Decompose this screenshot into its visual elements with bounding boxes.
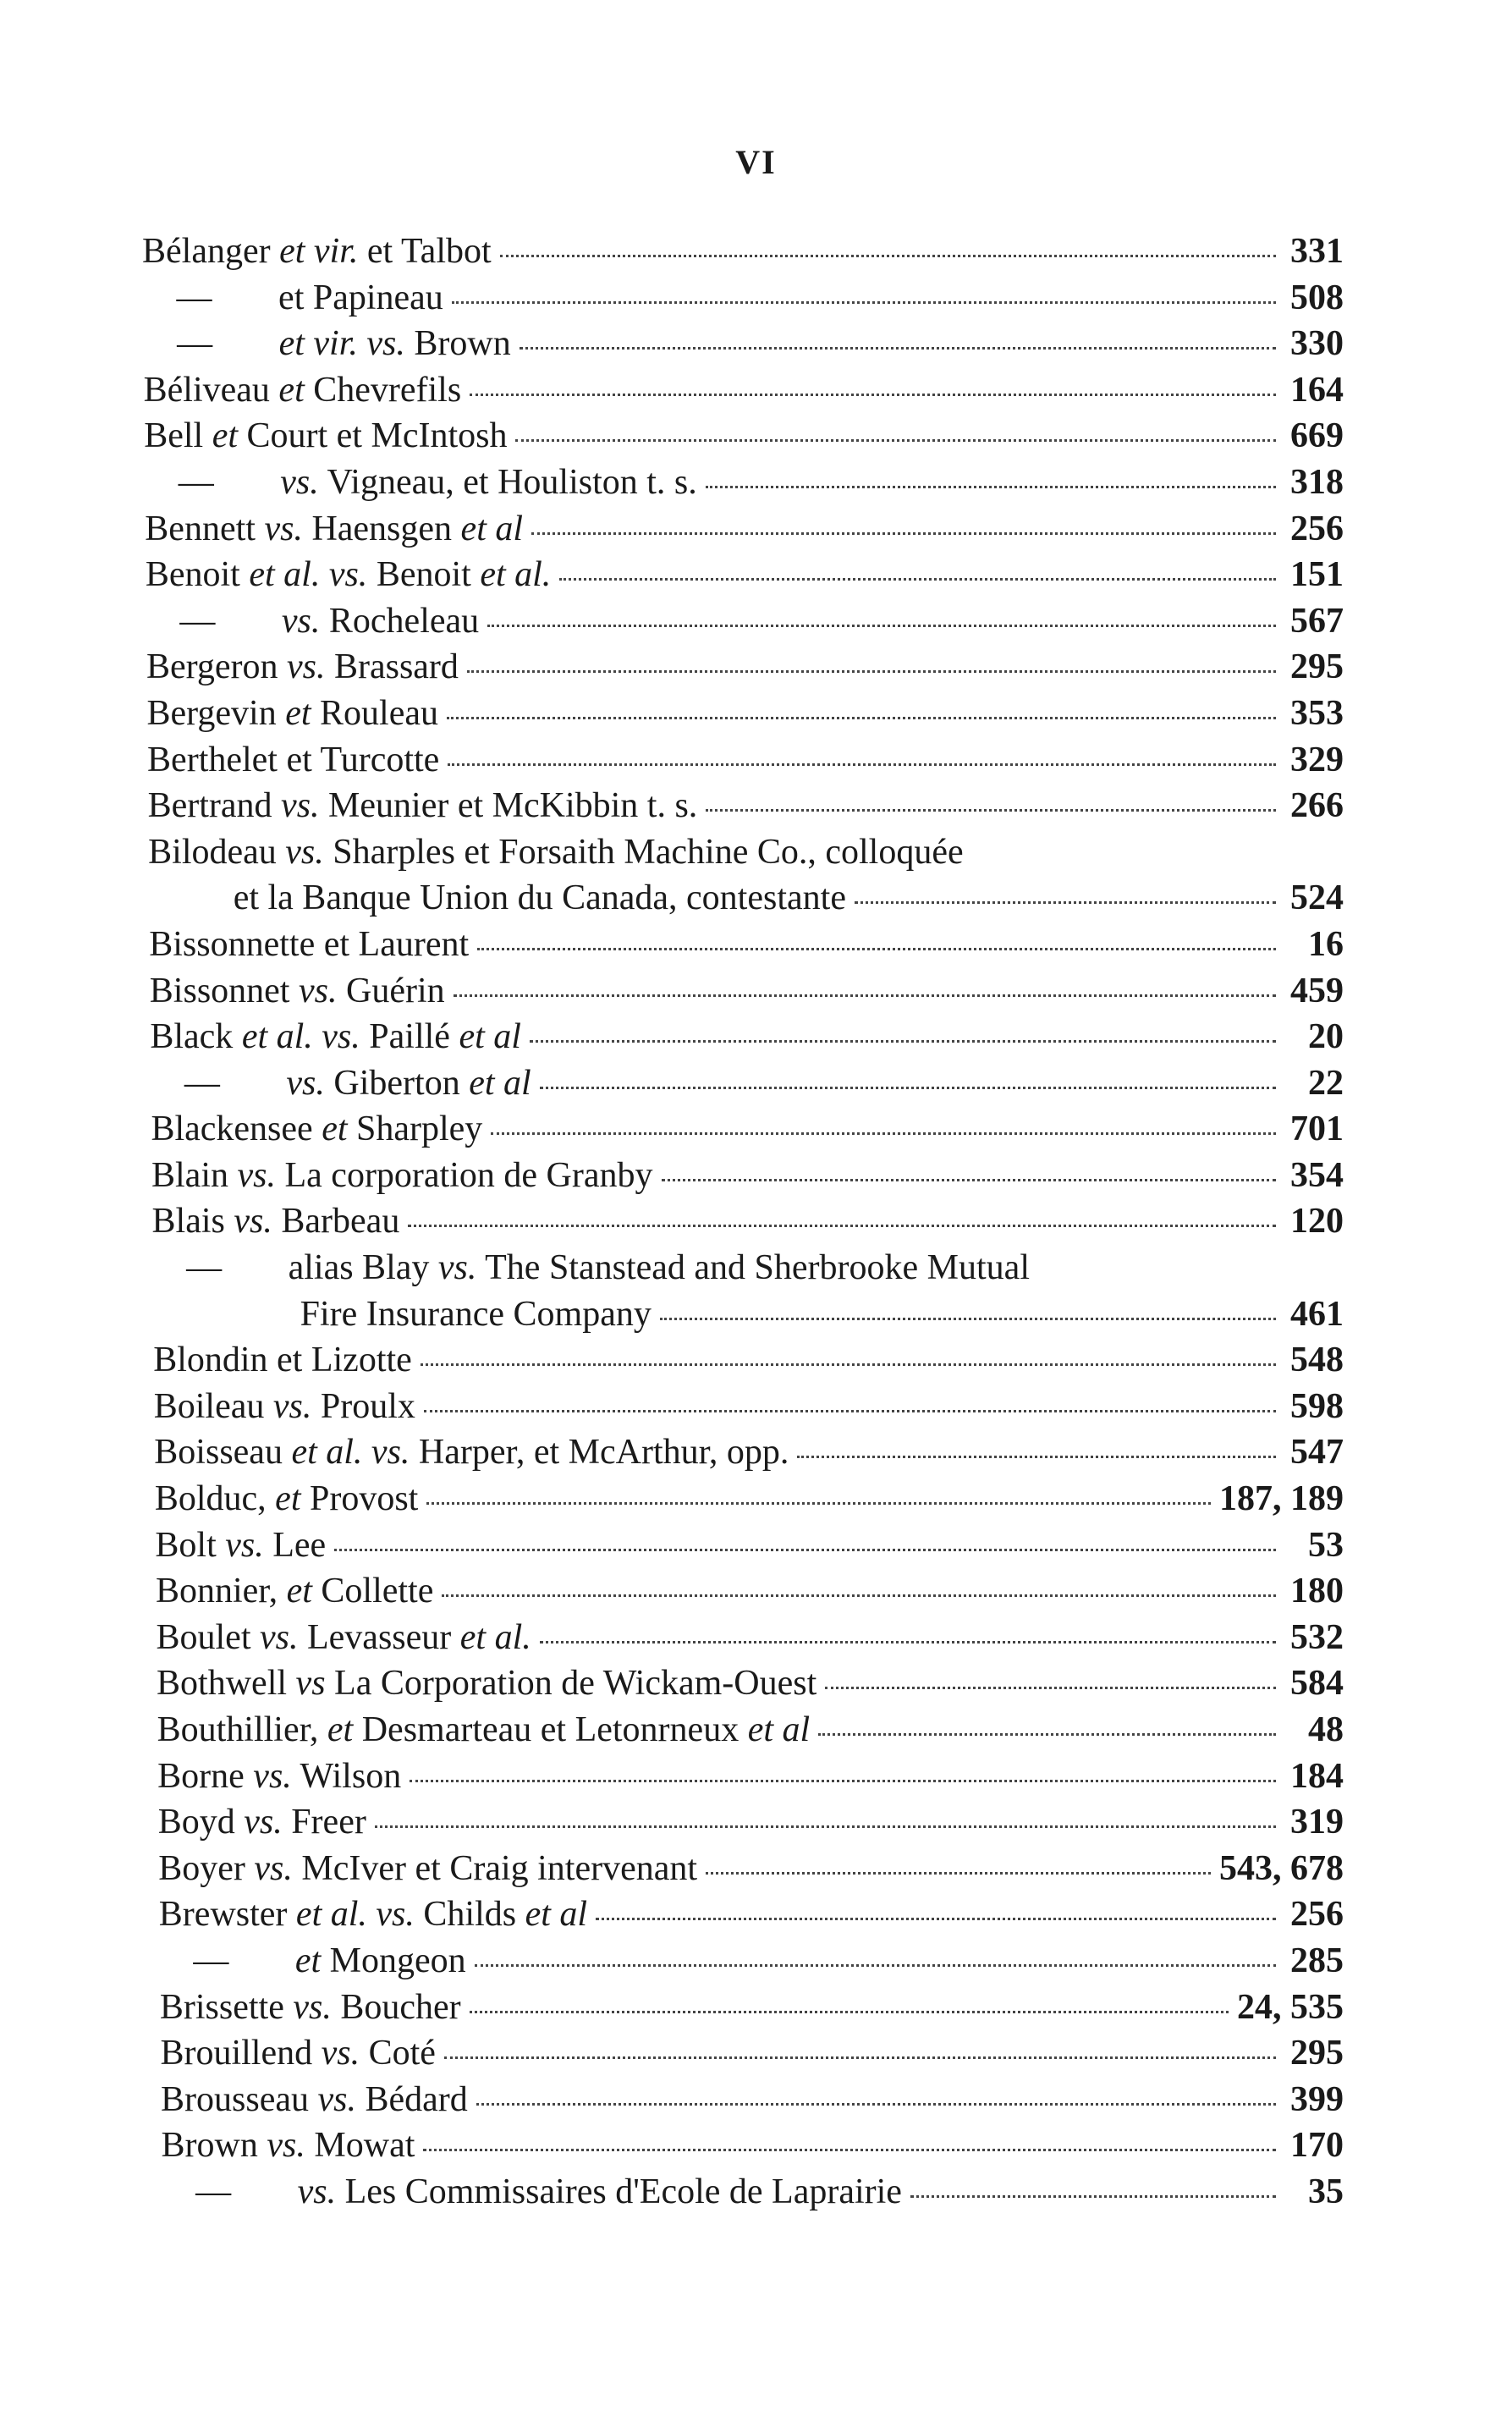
party-name: Paillé (369, 1017, 450, 1057)
page-reference: 543, 678 (1219, 1848, 1344, 1888)
page-reference: 548 (1290, 1341, 1344, 1380)
entry-text (149, 922, 469, 968)
dot-leader (531, 524, 1276, 535)
party-name: et Talbot (366, 232, 492, 271)
index-entry (152, 1198, 1344, 1245)
connector: et al. vs. (295, 1895, 415, 1935)
dot-leader (444, 2048, 1276, 2059)
party-name: Freer (291, 1803, 366, 1842)
entry-text (143, 321, 511, 367)
connector: et al (525, 1895, 588, 1935)
connector: et al (469, 1063, 531, 1103)
connector: vs. (260, 1617, 299, 1657)
connector: vs. (281, 786, 320, 826)
party-name: Béliveau (143, 370, 270, 410)
entry-text (146, 552, 551, 598)
index-entry (153, 1337, 1344, 1384)
party-name: Proulx (320, 1386, 415, 1426)
connector: vs. (225, 1525, 264, 1565)
entry-text (151, 1106, 482, 1153)
party-name: Boyer (158, 1848, 245, 1888)
party-name: Sharples et Forsaith Machine Co., colloquée (333, 832, 964, 872)
party-name: Borne (157, 1756, 245, 1796)
page-reference: 353 (1290, 693, 1344, 733)
party-name: Blondin et Lizotte (153, 1341, 412, 1380)
dot-leader (520, 339, 1276, 350)
party-name: Benoit (376, 555, 471, 595)
page-reference: 331 (1290, 232, 1344, 271)
dot-leader (797, 1447, 1276, 1458)
entry-text (154, 1429, 789, 1476)
party-name: Brouillend (160, 2034, 313, 2073)
page-reference: 184 (1290, 1756, 1344, 1796)
party-name: Bissonnette et Laurent (149, 924, 470, 964)
entry-text (229, 1291, 652, 1338)
party-name: Boulet (156, 1617, 251, 1657)
index-entry (151, 1060, 1344, 1107)
index-entry (155, 1522, 1344, 1569)
index-entry (157, 1660, 1344, 1707)
entry-text (142, 228, 492, 275)
dot-leader (477, 939, 1276, 950)
ditto-dash: — (178, 462, 214, 502)
page-reference: 354 (1290, 1155, 1344, 1195)
party-name: La corporation de Granby (284, 1155, 653, 1195)
index-entry (162, 2122, 1344, 2169)
party-name: Blackensee (151, 1109, 313, 1149)
connector: et (275, 1479, 301, 1519)
page-reference: 459 (1290, 971, 1344, 1010)
index-entry (156, 1568, 1344, 1615)
party-name: Bergeron (146, 647, 278, 687)
page-reference: 701 (1290, 1109, 1344, 1149)
party-name: alias Blay (288, 1248, 430, 1288)
entry-continuation: et la Banque Union du Canada, contestante (233, 878, 846, 918)
index-entry (144, 367, 1344, 414)
connector: et (322, 1109, 348, 1149)
party-name: Rouleau (320, 693, 438, 733)
page-reference: 547 (1290, 1433, 1344, 1473)
entry-text (146, 598, 479, 645)
dot-leader (491, 1124, 1276, 1135)
page-reference: 35 (1308, 2172, 1344, 2211)
index-entry (162, 2169, 1344, 2216)
entry-text (148, 783, 698, 829)
party-name: Brown (161, 2126, 258, 2166)
connector: et (286, 1572, 312, 1611)
page-reference: 318 (1290, 462, 1344, 502)
index-entry (160, 2030, 1344, 2077)
entry-text (151, 1060, 531, 1107)
page-reference: 330 (1290, 324, 1344, 364)
party-name: Black (150, 1017, 234, 1057)
connector: vs. (281, 601, 321, 641)
connector: et (278, 370, 305, 410)
page-reference: 285 (1290, 1941, 1344, 1980)
connector: et al. vs. (241, 1017, 360, 1057)
index-entry (146, 598, 1344, 645)
connector: et al. (459, 1617, 531, 1657)
dot-leader (487, 616, 1276, 627)
index-entry (161, 2077, 1344, 2123)
dot-leader (540, 1078, 1276, 1089)
party-name: Bennett (145, 509, 256, 548)
index-entry (146, 552, 1344, 598)
entry-text (162, 2169, 902, 2216)
party-name: Boucher (340, 1987, 461, 2027)
connector: et (294, 1941, 322, 1980)
connector: vs. (267, 2126, 305, 2166)
index-entry (143, 275, 1344, 322)
connector: vs. (253, 1756, 292, 1796)
entry-text (157, 1707, 811, 1754)
index-entry (158, 1799, 1344, 1846)
connector: vs. (254, 1848, 293, 1888)
party-name: Bell (144, 416, 204, 456)
dot-leader (470, 2002, 1229, 2013)
entry-text (154, 1384, 415, 1430)
entry-text (155, 1476, 419, 1522)
dot-leader (530, 1032, 1276, 1043)
connector: et al. vs. (249, 555, 368, 595)
index-entry (153, 1291, 1344, 1338)
entry-text (151, 1153, 653, 1199)
party-name: Bissonnet (149, 971, 290, 1010)
connector: vs. (285, 832, 324, 872)
ditto-dash: — (179, 601, 216, 641)
page-reference: 329 (1290, 740, 1344, 779)
party-name: Brousseau (161, 2079, 309, 2119)
index-entry (147, 737, 1344, 784)
party-name: Haensgen (311, 509, 453, 548)
party-name: Desmarteau et Letonrneux (361, 1710, 740, 1749)
connector: vs. (293, 1987, 332, 2027)
party-name: Levasseur (307, 1617, 452, 1657)
page-reference: 266 (1290, 786, 1344, 826)
page-reference: 319 (1290, 1803, 1344, 1842)
entry-text (157, 1660, 816, 1707)
party-name: Brown (414, 324, 511, 364)
entry-text (144, 413, 507, 460)
page-reference: 120 (1290, 1202, 1344, 1242)
party-name: The Stanstead and Sherbrooke Mutual (485, 1248, 1030, 1288)
dot-leader (818, 1725, 1276, 1736)
party-name: et Papineau (278, 278, 443, 317)
ditto-dash: — (176, 278, 212, 317)
party-name: Boisseau (154, 1433, 283, 1473)
page-reference: 164 (1290, 370, 1344, 410)
index-entry (152, 1245, 1344, 1291)
party-name: Bouthillier, (157, 1710, 319, 1749)
connector: et (327, 1710, 354, 1749)
entry-continuation: Fire Insurance Company (300, 1294, 652, 1334)
index-entry (154, 1384, 1344, 1430)
entry-text (150, 968, 445, 1015)
dot-leader (515, 431, 1276, 442)
connector: et (212, 416, 238, 456)
party-name: Brewster (158, 1895, 288, 1935)
entry-text (159, 1891, 587, 1938)
dot-leader (448, 755, 1276, 766)
entry-text (160, 2030, 435, 2077)
dot-leader (442, 1586, 1276, 1597)
party-name: Bédard (365, 2079, 468, 2119)
index-entry (142, 228, 1344, 275)
page-number: VI (735, 143, 777, 181)
dot-leader (596, 1909, 1276, 1920)
party-name: Rocheleau (328, 601, 480, 641)
page-reference: 567 (1290, 601, 1344, 641)
party-name: Berthelet et Turcotte (147, 740, 440, 779)
ditto-dash: — (184, 1063, 220, 1103)
connector: vs. (317, 2079, 356, 2119)
party-name: Court et McIntosh (246, 416, 508, 456)
entry-text (145, 460, 697, 506)
connector: et al. vs. (291, 1433, 410, 1473)
dot-leader (410, 1771, 1276, 1782)
entry-text (234, 875, 846, 922)
dot-leader (475, 1956, 1276, 1967)
page-reference: 53 (1308, 1525, 1344, 1565)
party-name: Bothwell (157, 1664, 288, 1704)
party-name: Barbeau (281, 1202, 400, 1242)
index-entry (143, 321, 1344, 367)
party-name: Bergevin (146, 693, 277, 733)
page-reference: 584 (1290, 1664, 1344, 1704)
party-name: Giberton (333, 1063, 460, 1103)
connector: vs (295, 1664, 326, 1704)
index-entry (158, 1846, 1344, 1892)
entry-text (152, 1245, 1030, 1291)
index-entry (157, 1754, 1344, 1800)
page-reference: 256 (1290, 509, 1344, 548)
party-name: La Corporation de Wickam-Ouest (334, 1664, 817, 1704)
index-entry (157, 1615, 1344, 1661)
party-name: Mowat (314, 2126, 415, 2166)
dot-leader (559, 570, 1276, 581)
entry-text (159, 1938, 465, 1985)
dot-leader (706, 477, 1276, 488)
entry-text (143, 275, 443, 322)
index-entry (146, 644, 1344, 691)
entry-text (156, 1568, 433, 1615)
page-reference: 20 (1308, 1017, 1344, 1057)
party-name: Lee (272, 1525, 327, 1565)
party-name: Meunier et McKibbin t. s. (328, 786, 698, 826)
party-name: Boileau (153, 1386, 265, 1426)
connector: vs. (272, 1386, 312, 1426)
connector: vs. (321, 2034, 360, 2073)
connector: et al (747, 1710, 811, 1749)
dot-leader (424, 1401, 1276, 1412)
party-name: Brissette (159, 1987, 284, 2027)
party-name: Blain (151, 1155, 228, 1195)
dot-leader (454, 986, 1276, 997)
index-entry (148, 783, 1344, 829)
index-entry (151, 1106, 1344, 1153)
party-name: Benoit (145, 555, 240, 595)
entry-text (153, 1337, 412, 1384)
page-reference: 16 (1308, 924, 1344, 964)
party-name: Les Commissaires d'Ecole de Laprairie (344, 2172, 902, 2211)
connector: vs. (264, 509, 303, 548)
dot-leader (825, 1678, 1276, 1689)
party-name: Bélanger (142, 232, 271, 271)
connector: vs. (437, 1248, 477, 1288)
dot-leader (408, 1216, 1276, 1227)
dot-leader (334, 1540, 1276, 1551)
party-name: Vigneau, et Houliston t. s. (327, 462, 697, 502)
index-entry (159, 1938, 1344, 1985)
dot-leader (706, 1864, 1211, 1875)
connector: et al (460, 509, 524, 548)
page-reference: 151 (1290, 555, 1344, 595)
case-index-list (142, 228, 1344, 2216)
dot-leader (447, 708, 1276, 719)
party-name: Childs (423, 1895, 517, 1935)
page-reference: 180 (1290, 1572, 1344, 1611)
dot-leader (706, 801, 1276, 812)
entry-text (150, 1014, 521, 1060)
ditto-dash: — (193, 1941, 229, 1980)
dot-leader (910, 2187, 1276, 2198)
page-reference: 256 (1290, 1895, 1344, 1935)
page-reference: 461 (1290, 1294, 1344, 1334)
dot-leader (467, 662, 1276, 673)
dot-leader (500, 246, 1276, 257)
entry-text (157, 1615, 531, 1661)
dot-leader (660, 1309, 1276, 1320)
entry-text (152, 1198, 400, 1245)
page-reference: 187, 189 (1219, 1479, 1344, 1519)
connector: et vir. (279, 232, 359, 271)
dot-leader (426, 1494, 1211, 1505)
entry-text (160, 1985, 461, 2031)
connector: et al (459, 1017, 521, 1057)
page-reference: 170 (1290, 2126, 1344, 2166)
index-entry (145, 506, 1344, 553)
party-name: Harper, et McArthur, opp. (418, 1433, 789, 1473)
page-reference: 399 (1290, 2079, 1344, 2119)
party-name: Blais (151, 1202, 225, 1242)
dot-leader (470, 385, 1276, 396)
party-name: Sharpley (356, 1109, 483, 1149)
party-name: Bolduc, (154, 1479, 267, 1519)
entry-text (148, 829, 963, 876)
entry-text (147, 691, 438, 737)
party-name: Bolt (155, 1525, 217, 1565)
connector: vs. (234, 1202, 272, 1242)
dot-leader (423, 2140, 1276, 2151)
connector: vs. (297, 2172, 337, 2211)
dot-leader (452, 293, 1276, 304)
party-name: Chevrefils (313, 370, 462, 410)
entry-text (157, 1754, 401, 1800)
connector: et vir. vs. (278, 324, 405, 364)
index-entry (148, 829, 1344, 876)
party-name: Guérin (345, 971, 445, 1010)
party-name: Bilodeau (148, 832, 277, 872)
dot-leader (375, 1817, 1276, 1828)
index-entry (155, 1476, 1344, 1522)
ditto-dash: — (195, 2172, 232, 2211)
page-reference: 295 (1290, 647, 1344, 687)
page-reference: 669 (1290, 416, 1344, 456)
connector: vs. (237, 1155, 276, 1195)
party-name: Collette (321, 1572, 434, 1611)
party-name: Boyd (157, 1803, 235, 1842)
page-reference: 24, 535 (1237, 1987, 1344, 2027)
index-entry (150, 968, 1344, 1015)
page-reference: 598 (1290, 1386, 1344, 1426)
connector: vs. (280, 462, 319, 502)
party-name: Provost (309, 1479, 419, 1519)
connector: vs. (286, 1063, 325, 1103)
party-name: Bertrand (147, 786, 272, 826)
page-reference: 508 (1290, 278, 1344, 317)
party-name: Wilson (300, 1756, 402, 1796)
dot-leader (540, 1632, 1276, 1643)
connector: vs. (244, 1803, 283, 1842)
entry-text (147, 737, 439, 784)
index-entry (149, 922, 1344, 968)
ditto-dash: — (177, 324, 213, 364)
entry-text (155, 1522, 326, 1569)
index-entry (149, 875, 1344, 922)
entry-text (162, 2122, 415, 2169)
index-entry (157, 1707, 1344, 1754)
index-entry (154, 1429, 1344, 1476)
dot-leader (476, 2095, 1276, 2106)
index-entry (147, 691, 1344, 737)
party-name: Coté (368, 2034, 436, 2073)
ditto-dash: — (186, 1248, 223, 1288)
index-entry (159, 1891, 1344, 1938)
index-entry (145, 460, 1344, 506)
entry-text (146, 644, 459, 691)
index-entry (150, 1014, 1344, 1060)
party-name: McIver et Craig intervenant (301, 1848, 698, 1888)
dot-leader (421, 1355, 1276, 1366)
dot-leader (662, 1170, 1277, 1181)
index-entry (151, 1153, 1344, 1199)
entry-text (161, 2077, 468, 2123)
connector: et (285, 693, 311, 733)
party-name: Mongeon (329, 1941, 466, 1980)
connector: et al. (480, 555, 552, 595)
connector: vs. (298, 971, 338, 1010)
entry-text (144, 367, 462, 414)
party-name: Brassard (333, 647, 459, 687)
entry-text (158, 1799, 366, 1846)
page-reference: 22 (1308, 1063, 1344, 1103)
page-reference: 295 (1290, 2034, 1344, 2073)
page-reference: 48 (1308, 1710, 1344, 1749)
index-entry (160, 1985, 1344, 2031)
party-name: Bonnier, (155, 1572, 278, 1611)
page-reference: 532 (1290, 1617, 1344, 1657)
entry-text (158, 1846, 697, 1892)
entry-text (145, 506, 523, 553)
page-reference: 524 (1290, 878, 1344, 918)
connector: vs. (286, 647, 326, 687)
index-entry (144, 413, 1344, 460)
dot-leader (855, 893, 1276, 904)
spacer (229, 1295, 300, 1334)
